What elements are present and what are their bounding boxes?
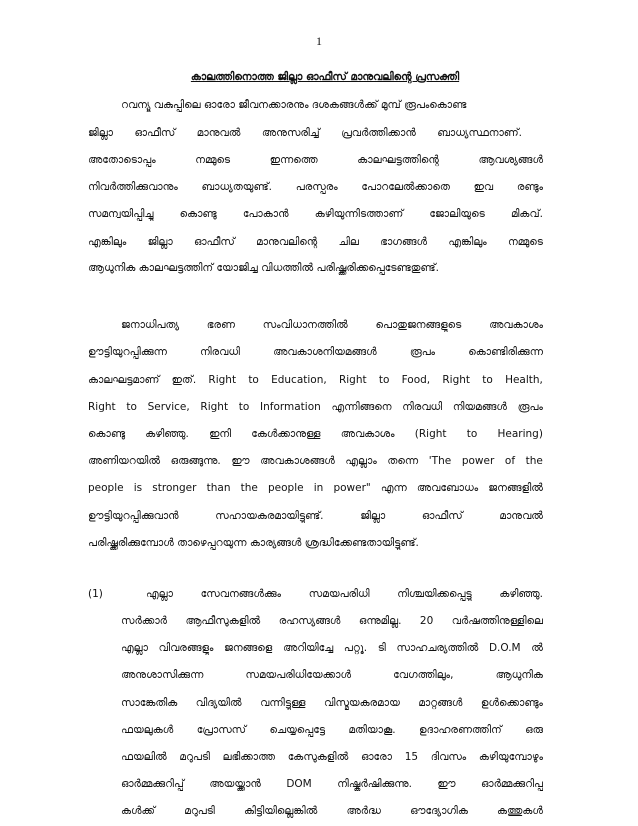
word: ജോലിയുടെ: [429, 208, 485, 220]
word: സമയപരിധിയേക്കാൾ: [245, 669, 351, 681]
word: ഊട്ടിയുറപ്പിക്കുന്ന: [88, 346, 167, 358]
word: Right: [442, 374, 471, 386]
word: ജനങ്ങളെ: [224, 642, 273, 654]
item-1-line: [121, 642, 543, 655]
word: ഊട്ടിയുറപ്പിക്കുവാൻ: [88, 510, 179, 522]
paragraph-2-line: [88, 455, 543, 468]
word: മാനുവൽ: [499, 510, 543, 522]
word: അതോടൊപ്പം: [88, 154, 156, 166]
paragraph-1-line: [88, 181, 543, 194]
word: to: [482, 374, 493, 386]
word: ഓരോ: [360, 751, 392, 763]
word: power: [461, 455, 495, 467]
word: ഔദ്യോഗിക: [410, 805, 468, 817]
item-1-line: [121, 615, 543, 628]
word: D.O.M: [488, 642, 521, 654]
item-1-line: [121, 805, 543, 818]
word: ഉൾക്കൊണ്ടും: [480, 697, 543, 709]
word: അറിയിച്ചേ: [282, 642, 334, 654]
word: എങ്കിലും: [88, 236, 127, 248]
paragraph-1-line: റവന്യൂ വകുപ്പിലെ ഓരോ ജീവനക്കാരനും ദശകങ്ങൾക്ക് മുമ്പ് രൂപംകൊണ്ട: [121, 99, 467, 111]
item-1-line: [121, 724, 543, 737]
word: അനുശാസിക്കുന്ന: [121, 669, 204, 681]
item-1-line: [121, 669, 543, 682]
word: ചെയ്യപ്പെട്ടേ: [269, 724, 326, 736]
word: power": [333, 482, 371, 494]
word: ആധുനിക: [495, 669, 543, 681]
word: വർഷത്തിനുള്ളിലെ: [451, 615, 543, 627]
word: കിട്ടിയില്ലെങ്കിൽ: [243, 805, 318, 817]
word: ഓഫീസ്: [421, 510, 463, 522]
word: to: [126, 401, 137, 413]
word: പറ്റൂ.: [343, 642, 368, 654]
word: ഈ: [231, 455, 250, 467]
word: അവകാശം: [340, 428, 395, 440]
word: നിശ്ചയിക്കപ്പെട്ടു: [397, 588, 472, 600]
word: 15: [404, 751, 419, 763]
word: Health,: [505, 374, 543, 386]
word: ഒരു: [525, 724, 543, 736]
word: സാങ്കേതിക: [121, 697, 178, 709]
word: മാറ്റങ്ങൾ: [418, 697, 463, 709]
word: ഭാഗങ്ങൾ: [380, 236, 428, 248]
word: ആഫീസുകളിൽ: [185, 615, 261, 627]
word: Hearing): [497, 428, 543, 440]
word: പോറലേൽക്കാതെ: [361, 181, 450, 193]
word: അവകാശനിയമങ്ങൾ: [273, 346, 377, 358]
paragraph-2-line: [88, 510, 543, 523]
word: ഭരണ: [206, 319, 235, 331]
word: ആവശ്യങ്ങൾ: [478, 154, 543, 166]
word: is: [133, 482, 143, 494]
word: പ്രോസസ്: [196, 724, 247, 736]
word: ദിവസം: [430, 751, 467, 763]
word: എന്ന: [380, 482, 407, 494]
word: അയയ്ക്കാൻ: [209, 778, 261, 790]
word: ഈ: [437, 778, 456, 790]
word: വന്നിട്ടുള്ള: [260, 697, 306, 709]
word: ഫയലിൽ: [121, 751, 167, 763]
paragraph-2-line: [88, 346, 543, 359]
paragraph-1-line: ആധുനിക കാലഘട്ടത്തിന് യോജിച്ച വിധത്തിൽ പരിഷ്ക്കരിക്കപ്പെടേണ്ടതുണ്ട്.: [88, 262, 439, 274]
word: Service,: [147, 401, 190, 413]
word: കഴിയുമ്പോഴും: [478, 751, 543, 763]
word: വിവരങ്ങളും: [158, 642, 214, 654]
word: കഴിയുന്നിടത്താണ്: [314, 208, 404, 220]
paragraph-1-line: [88, 127, 522, 140]
word: Right: [208, 374, 237, 386]
word: സമന്വയിപ്പിച്ചു: [88, 208, 154, 220]
word: അനുസരിച്ച്: [261, 127, 320, 139]
word: വിദ്യയിൽ: [195, 697, 242, 709]
word: എല്ലാം: [345, 455, 377, 467]
word: മതിയാകൂ.: [348, 724, 396, 736]
word: രൂപം: [517, 401, 543, 413]
word: ബാധ്യസ്ഥനാണ്.: [437, 127, 522, 139]
word: അവബോധം: [416, 482, 479, 494]
word: പൊതുജനങ്ങളുടെ: [375, 319, 462, 331]
word: ബാധ്യതയുണ്ട്.: [201, 181, 272, 193]
word: than: [206, 482, 231, 494]
word: Education,: [271, 374, 327, 386]
word: നിവർത്തിക്കുവാനും: [88, 181, 178, 193]
word: മാനുവലിന്റെ: [256, 236, 318, 248]
word: 20: [419, 615, 434, 627]
word: പരസ്പരം: [295, 181, 338, 193]
word: of: [504, 455, 516, 467]
word: മറുപടി: [179, 751, 210, 763]
word: അവകാശങ്ങൾ: [260, 455, 335, 467]
word: (Right: [414, 428, 447, 440]
word: സഹായകരമായിട്ടുണ്ട്.: [215, 510, 324, 522]
word: തന്നെ: [387, 455, 419, 467]
word: നിഷ്കർഷിക്കുന്നു.: [337, 778, 412, 790]
document-title: കാലത്തിനൊത്ത ജില്ലാ ഓഫീസ് മാനുവലിന്റെ പ്രസക്തി: [190, 71, 460, 83]
paragraph-2-line: പരിഷ്ക്കരിക്കുമ്പോൾ താഴെപ്പറയുന്ന കാര്യങ്ങൾ ശ്രദ്ധിക്കേണ്ടതായിട്ടുണ്ട്.: [88, 537, 419, 549]
paragraph-2-line: [88, 482, 543, 495]
item-number: (1): [88, 588, 103, 600]
word: സേവനങ്ങൾക്കും: [200, 588, 282, 600]
word: the: [525, 455, 543, 467]
word: രഹസ്യങ്ങൾ: [278, 615, 341, 627]
word: കഴിഞ്ഞു.: [145, 428, 189, 440]
word: ഇന്നത്തെ: [269, 154, 318, 166]
word: ജില്ലാ: [88, 127, 113, 139]
word: Right: [200, 401, 229, 413]
word: Food,: [401, 374, 431, 386]
word: ഓഫീസ്: [193, 236, 235, 248]
word: രണ്ടും: [516, 181, 543, 193]
word: to: [466, 428, 478, 440]
word: ഫയലുകൾ: [121, 724, 174, 736]
word: Right: [88, 401, 116, 413]
word: കൊണ്ടു: [179, 208, 217, 220]
paragraph-2-line: [88, 428, 543, 441]
paragraph-1-line: [88, 154, 543, 167]
word: ഇത്.: [171, 374, 197, 386]
word: വിസ്മയകരമായ: [323, 697, 400, 709]
word: സമയപരിധി: [308, 588, 370, 600]
word: നമ്മുടെ: [195, 154, 231, 166]
word: ഇവ: [473, 181, 494, 193]
word: to: [248, 374, 259, 386]
word: സാഹചര്യത്തിൽ: [396, 642, 479, 654]
word: കൊണ്ടു: [88, 428, 126, 440]
word: the: [240, 482, 258, 494]
word: പോകാൻ: [242, 208, 289, 220]
word: in: [313, 482, 324, 494]
word: 'The: [428, 455, 452, 467]
word: ൽ: [531, 642, 543, 654]
word: അർദ്ധ: [346, 805, 381, 817]
word: എല്ലാ: [146, 588, 173, 600]
word: ചില: [338, 236, 359, 248]
word: അണിയറയിൽ: [88, 455, 161, 467]
word: കൾക്ക്: [121, 805, 156, 817]
word: ഒന്നുമില്ല.: [358, 615, 402, 627]
word: മറുപടി: [184, 805, 215, 817]
word: വേഗത്തിലും,: [393, 669, 454, 681]
word: ഒരുങ്ങുന്നു.: [170, 455, 221, 467]
paragraph-2-line: [88, 374, 543, 387]
word: ടി: [377, 642, 386, 654]
word: നിരവധി: [402, 401, 443, 413]
paragraph-1-line: [88, 208, 543, 221]
word: DOM: [286, 778, 312, 790]
word: Right: [338, 374, 367, 386]
paragraph-1-line: [88, 236, 543, 249]
word: ജനങ്ങളിൽ: [488, 482, 543, 494]
word: Information: [260, 401, 321, 413]
word: ജില്ലാ: [147, 236, 173, 248]
word: ജില്ലാ: [360, 510, 386, 522]
word: ഓർമ്മക്കുറിപ്പ്: [121, 778, 184, 790]
word: അവകാശം: [489, 319, 543, 331]
word: എന്നിങ്ങനെ: [331, 401, 392, 413]
word: ലഭിക്കാത്ത: [222, 751, 275, 763]
item-1-line: [146, 588, 543, 601]
word: people: [268, 482, 304, 494]
word: കേൾക്കാനുള്ള: [251, 428, 321, 440]
word: to: [238, 401, 250, 413]
word: കാലഘട്ടമാണ്: [88, 374, 160, 386]
word: കത്തുകൾ: [497, 805, 543, 817]
word: നിരവധി: [200, 346, 240, 358]
word: നിയമങ്ങൾ: [452, 401, 507, 413]
word: പ്രവർത്തിക്കാൻ: [341, 127, 416, 139]
word: കാലഘട്ടത്തിന്റെ: [357, 154, 439, 166]
word: ജനാധിപത്യ: [121, 319, 180, 331]
word: എല്ലാ: [121, 642, 148, 654]
item-1-line: [121, 697, 543, 710]
word: കഴിഞ്ഞു.: [499, 588, 543, 600]
word: നമ്മുടെ: [508, 236, 543, 248]
page-number: 1: [316, 34, 322, 48]
word: മികവ്.: [510, 208, 543, 220]
word: കേസുകളിൽ: [287, 751, 349, 763]
item-1-line: [121, 751, 543, 764]
word: ഓഫീസ്: [134, 127, 176, 139]
word: എങ്കിലും: [448, 236, 487, 248]
word: സംവിധാനത്തിൽ: [262, 319, 348, 331]
word: stronger: [152, 482, 197, 494]
word: ഇനി: [209, 428, 231, 440]
item-1-line: [121, 778, 543, 791]
word: ഉദാഹരണത്തിന്: [419, 724, 502, 736]
word: സർക്കാർ: [121, 615, 168, 627]
word: മാനുവൽ: [196, 127, 241, 139]
word: ഓർമ്മക്കുറിപ്പു: [481, 778, 543, 790]
word: to: [378, 374, 390, 386]
paragraph-2-line: [88, 401, 543, 414]
word: people: [88, 482, 124, 494]
paragraph-2-line: [121, 319, 543, 332]
word: കൊണ്ടിരിക്കുന്ന: [468, 346, 543, 358]
word: രൂപം: [409, 346, 436, 358]
